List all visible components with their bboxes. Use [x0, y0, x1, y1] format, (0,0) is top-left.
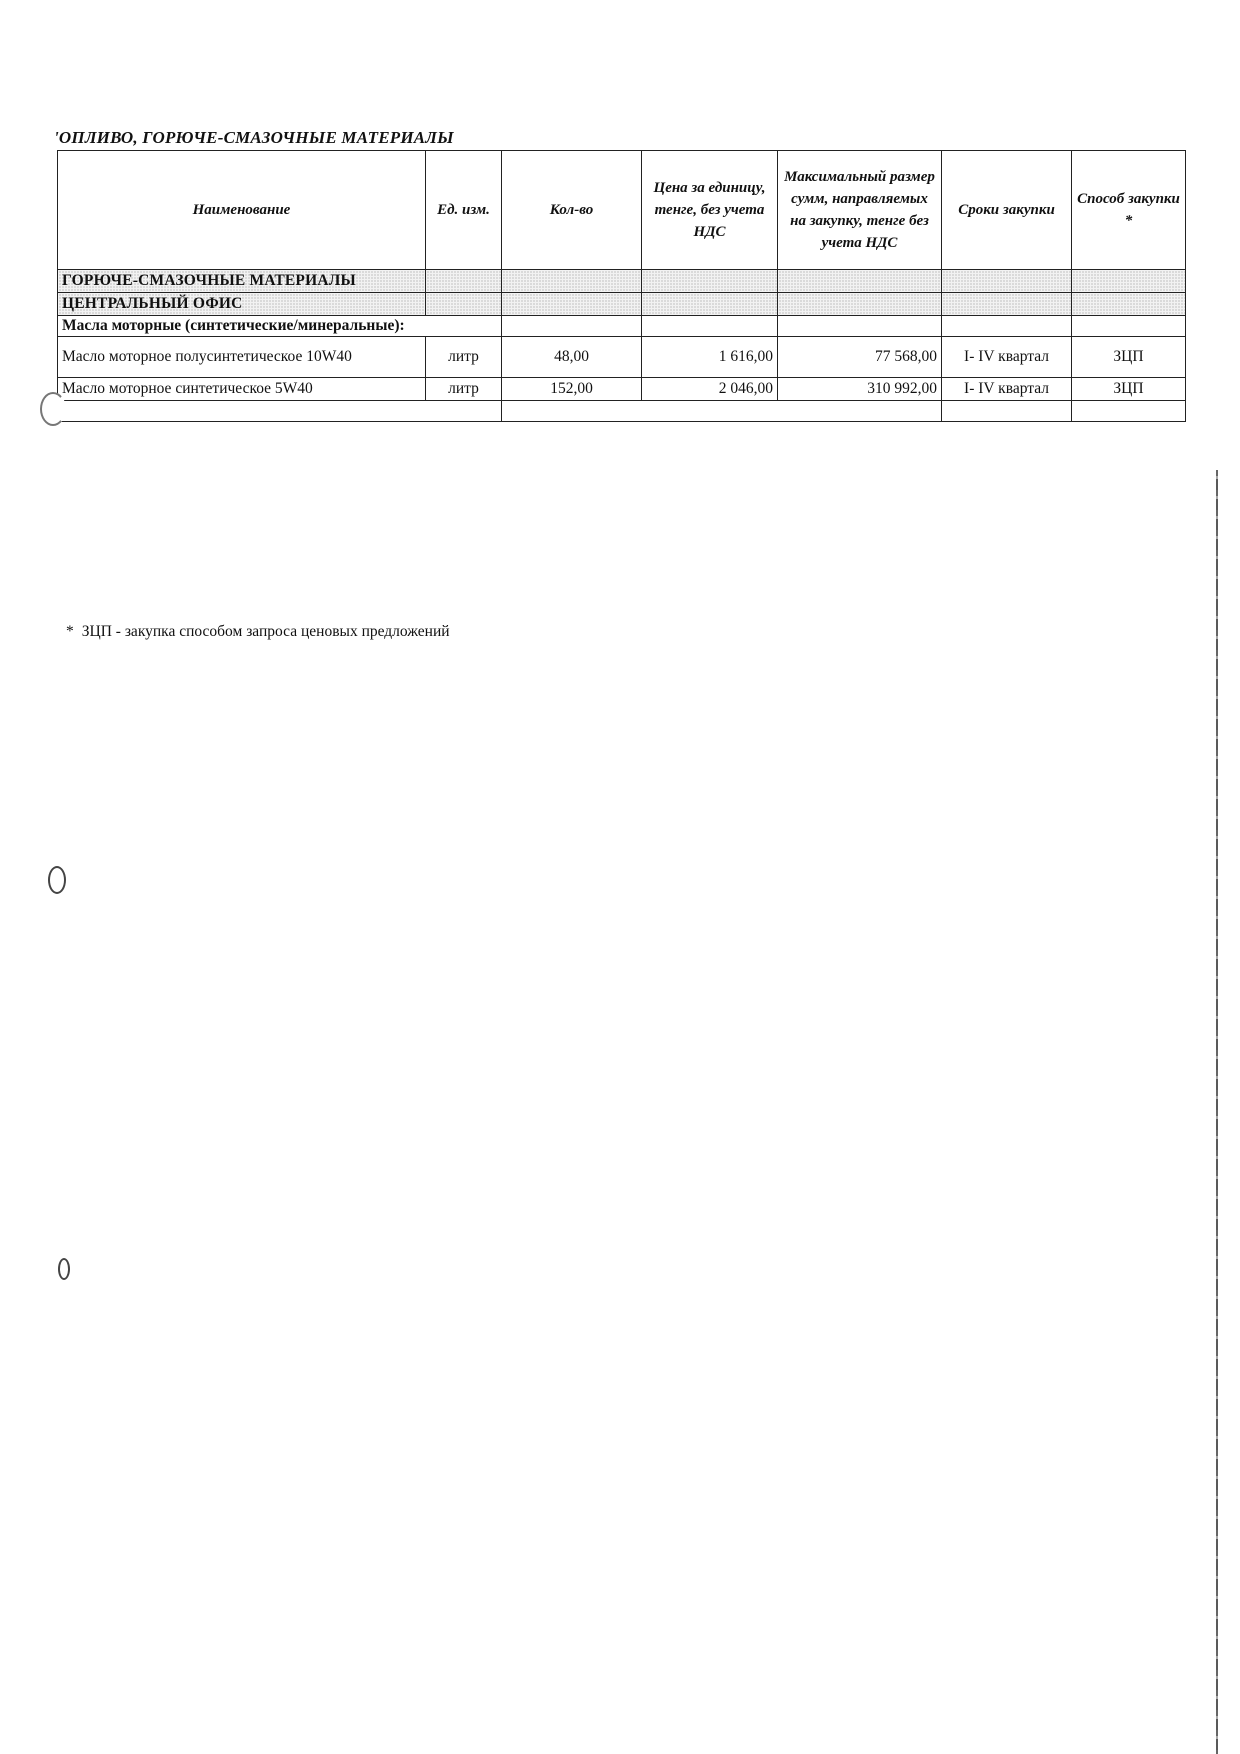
procurement-table — [57, 150, 1186, 422]
group-cell — [502, 270, 642, 293]
group-cell — [502, 293, 642, 316]
subgroup-row-motor-oils — [58, 316, 1186, 337]
cell-max-sum: 77 568,00 — [778, 337, 942, 378]
cell-name: Масло моторное полусинтетическое 10W40 — [58, 337, 426, 378]
empty-cell — [502, 401, 942, 422]
header-qty: Кол-во — [502, 151, 642, 270]
cell-qty: 48,00 — [502, 337, 642, 378]
subgroup-cell — [642, 316, 778, 337]
cell-period: I- IV квартал — [942, 337, 1072, 378]
empty-cell — [942, 401, 1072, 422]
group-cell — [1072, 293, 1186, 316]
table-row — [58, 337, 1186, 378]
cell-method: ЗЦП — [1072, 337, 1186, 378]
group-cell — [942, 270, 1072, 293]
header-period: Сроки закупки — [942, 151, 1072, 270]
group-label-fuel-lubricants: ГОРЮЧЕ-СМАЗОЧНЫЕ МАТЕРИАЛЫ — [58, 270, 426, 293]
cell-price: 2 046,00 — [642, 378, 778, 401]
header-price: Цена за единицу, тенге, без учета НДС — [642, 151, 778, 270]
footnote-mark: * — [66, 623, 74, 640]
subgroup-cell — [502, 316, 642, 337]
subgroup-cell — [1072, 316, 1186, 337]
group-cell — [426, 293, 502, 316]
table-row — [58, 378, 1186, 401]
cell-unit: литр — [426, 378, 502, 401]
cell-period: I- IV квартал — [942, 378, 1072, 401]
punch-hole-mark — [40, 392, 66, 426]
section-title: 'ОПЛИВО, ГОРЮЧЕ-СМАЗОЧНЫЕ МАТЕРИАЛЫ — [54, 128, 454, 147]
table-row-empty — [58, 401, 1186, 422]
header-name: Наименование — [58, 151, 426, 270]
group-row-fuel-lubricants — [58, 270, 1186, 293]
cell-name: Масло моторное синтетическое 5W40 — [58, 378, 426, 401]
cell-price: 1 616,00 — [642, 337, 778, 378]
group-cell — [778, 293, 942, 316]
footnote — [66, 623, 450, 641]
punch-hole-mark — [58, 1258, 70, 1280]
subgroup-label: Масла моторные (синтетические/минеральные): — [58, 316, 502, 337]
group-cell — [942, 293, 1072, 316]
header-max-sum: Максимальный размер сумм, направляемых на закупку, тенге без учета НДС — [778, 151, 942, 270]
group-cell — [778, 270, 942, 293]
cell-unit: литр — [426, 337, 502, 378]
group-label-central-office: ЦЕНТРАЛЬНЫЙ ОФИС — [58, 293, 426, 316]
cell-method: ЗЦП — [1072, 378, 1186, 401]
group-row-central-office — [58, 293, 1186, 316]
table-header-row — [58, 151, 1186, 270]
header-unit: Ед. изм. — [426, 151, 502, 270]
cell-qty: 152,00 — [502, 378, 642, 401]
footnote-text: ЗЦП - закупка способом запроса ценовых предложений — [81, 623, 450, 640]
header-method: Способ закупки * — [1072, 151, 1186, 270]
group-cell — [426, 270, 502, 293]
group-cell — [642, 270, 778, 293]
group-cell — [642, 293, 778, 316]
cell-max-sum: 310 992,00 — [778, 378, 942, 401]
subgroup-cell — [778, 316, 942, 337]
subgroup-cell — [942, 316, 1072, 337]
empty-cell — [58, 401, 502, 422]
group-cell — [1072, 270, 1186, 293]
scan-edge-line — [1216, 470, 1218, 1754]
empty-cell — [1072, 401, 1186, 422]
punch-hole-mark — [48, 866, 66, 894]
